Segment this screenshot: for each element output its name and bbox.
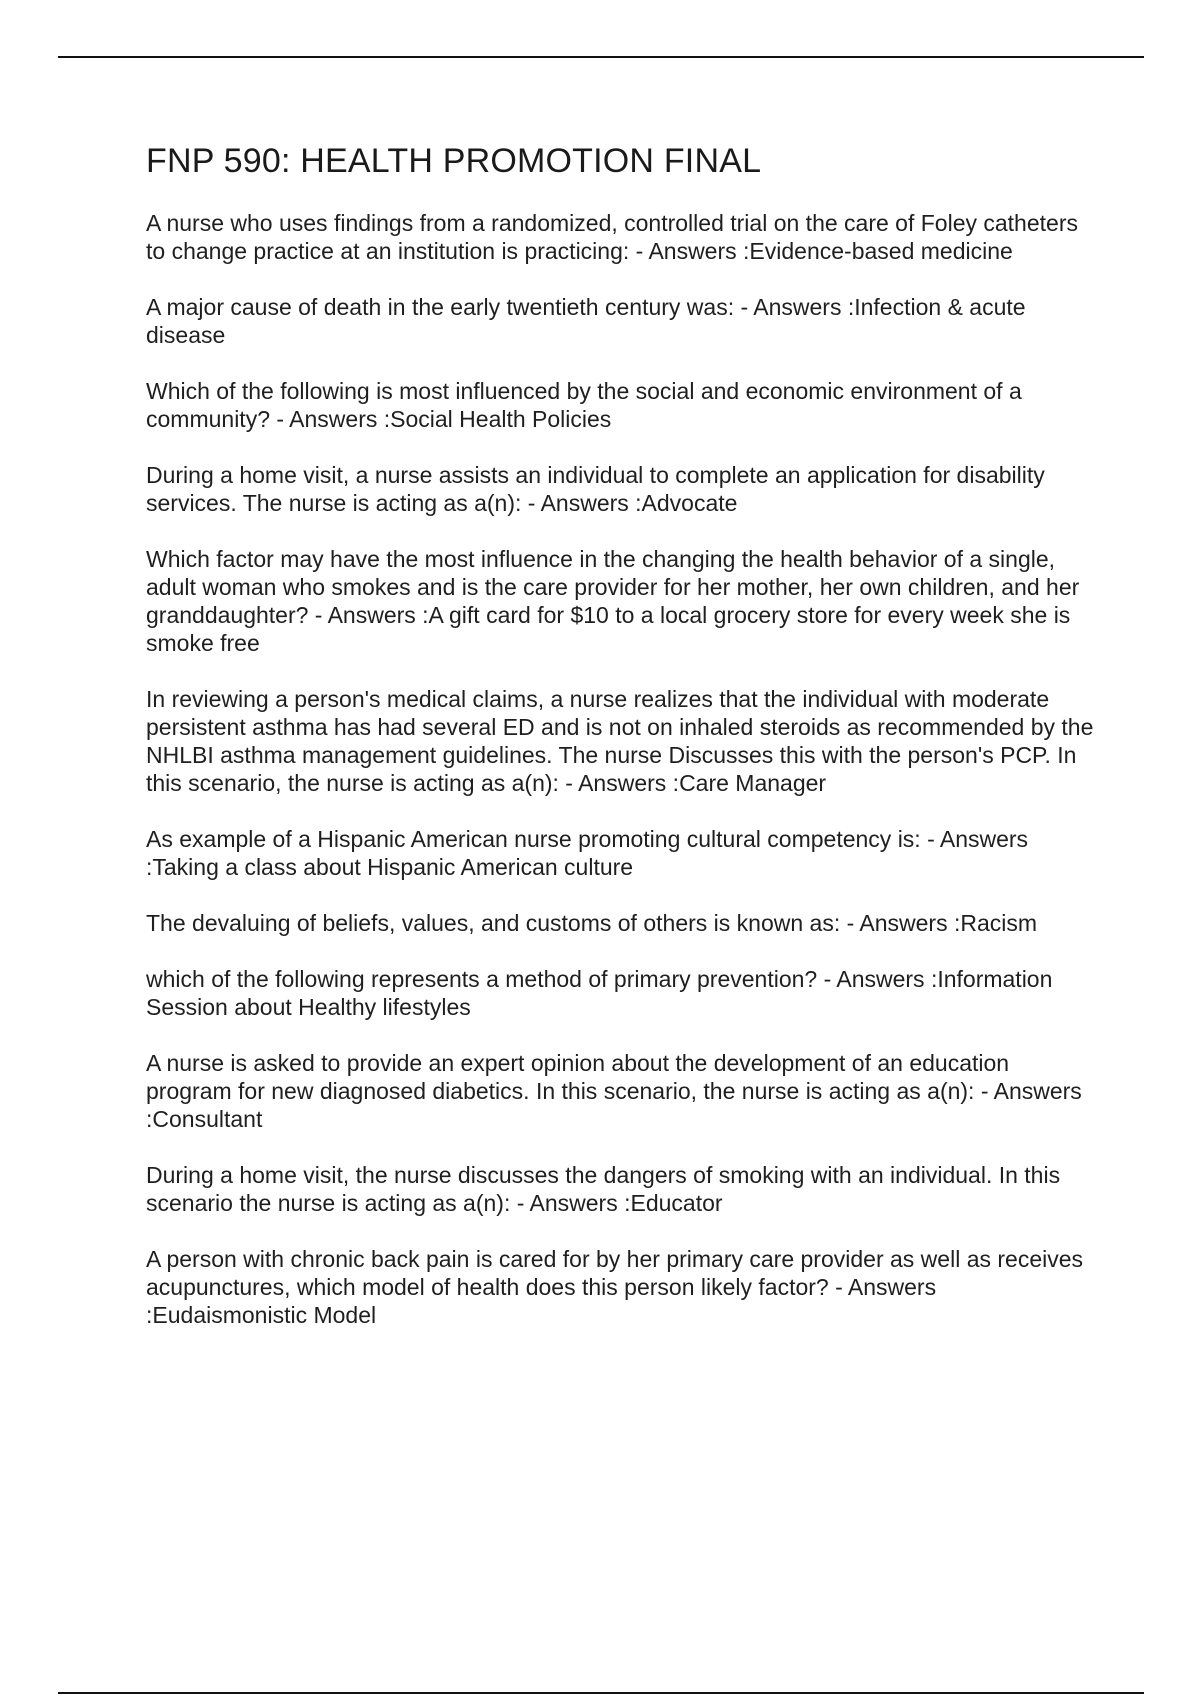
document-body xyxy=(146,142,1096,1357)
qa-item: A major cause of death in the early twentieth century was: - Answers :Infection & acute disease xyxy=(146,294,1026,348)
qa-item: A nurse is asked to provide an expert opinion about the development of an education program for new diagnosed diabetics. In this scenario, the nurse is acting as a(n): - Answers :Consultant xyxy=(146,1050,1082,1132)
qa-item: During a home visit, a nurse assists an individual to complete an application for disability services. The nurse is acting as a(n): - Answers :Advocate xyxy=(146,462,1045,516)
qa-item: During a home visit, the nurse discusses the dangers of smoking with an individual. In this scenario the nurse is acting as a(n): - Answers :Educator xyxy=(146,1162,1061,1216)
qa-item: As example of a Hispanic American nurse promoting cultural competency is: - Answers :Taking a class about Hispanic American culture xyxy=(146,826,1029,880)
qa-item: A person with chronic back pain is cared for by her primary care provider as well as receives acupunctures, which model of health does this person likely factor? - Answers :Eudaismonistic Model xyxy=(146,1246,1084,1328)
bottom-rule xyxy=(58,1692,1144,1694)
qa-item: In reviewing a person's medical claims, a nurse realizes that the individual with moderate persistent asthma has had several ED and is not on inhaled steroids as recommended by the NHLBI asthma management guidelines. The nurse Discusses this with the person's PCP. In this scenario, the nurse is acting as a(n): - Answers :Care Manager xyxy=(146,686,1094,796)
qa-item: The devaluing of beliefs, values, and customs of others is known as: - Answers :Racism xyxy=(146,910,1038,936)
document-title: FNP 590: HEALTH PROMOTION FINAL xyxy=(146,142,762,180)
qa-item: Which factor may have the most influence in the changing the health behavior of a single, adult woman who smokes and is the care provider for her mother, her own children, and her granddaughter? - Answers :A gift card for $10 to a local grocery store for every week she is smoke free xyxy=(146,546,1080,656)
qa-item: which of the following represents a method of primary prevention? - Answers :Information Session about Healthy lifestyles xyxy=(146,966,1053,1020)
qa-list xyxy=(146,209,1096,1329)
qa-item: Which of the following is most influenced by the social and economic environment of a community? - Answers :Social Health Policies xyxy=(146,378,1022,432)
qa-item: A nurse who uses findings from a randomized, controlled trial on the care of Foley catheters to change practice at an institution is practicing: - Answers :Evidence-based medicine xyxy=(146,210,1078,264)
top-rule xyxy=(58,56,1144,58)
